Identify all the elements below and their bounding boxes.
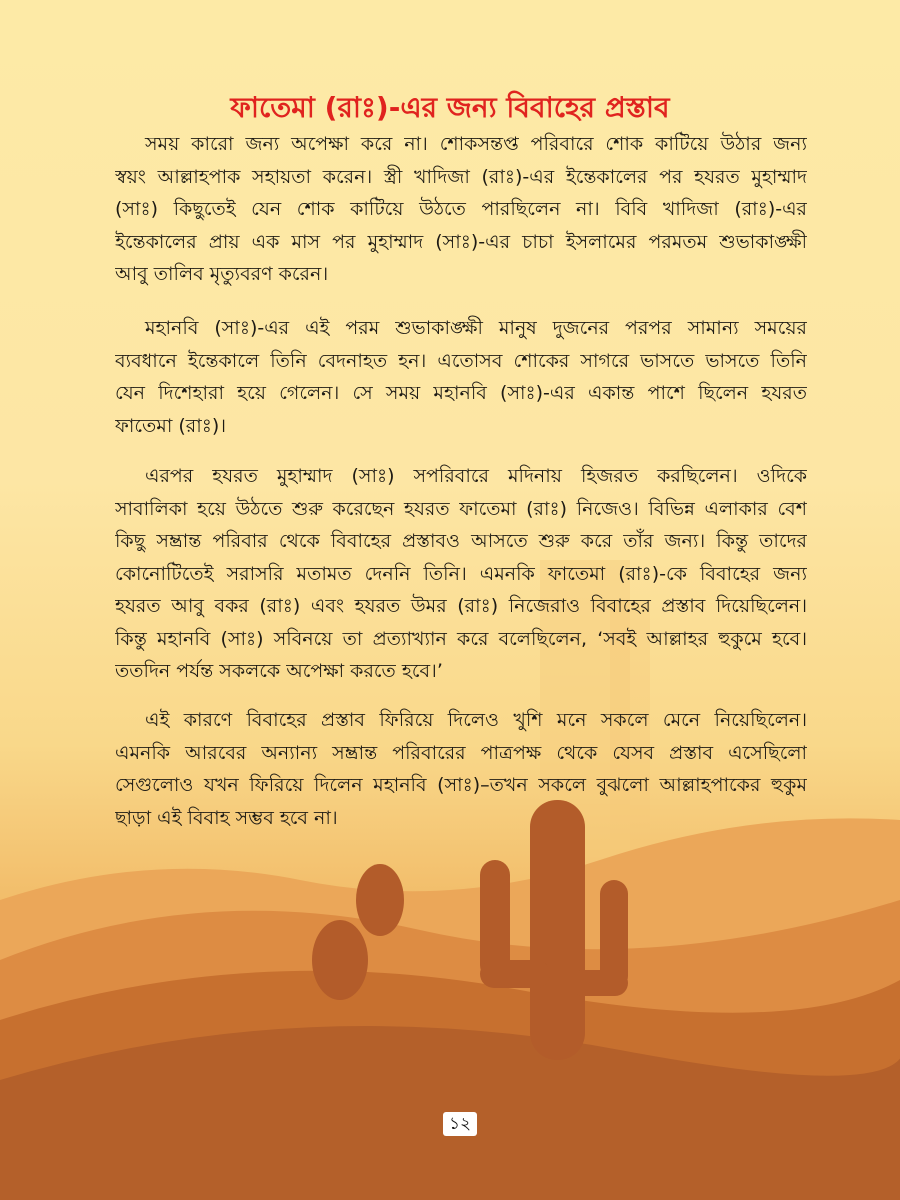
paragraph-2 [115,312,807,442]
page-title: ফাতেমা (রাঃ)-এর জন্য বিবাহের প্রস্তাব [230,91,670,124]
text-line: সেগুলোও যখন ফিরিয়ে দিলেন মহানবি (সাঃ)–তখন সকলে বুঝলো আল্লাহপাকের হুকুম [115,774,807,796]
text-line: ইন্তেকালের প্রায় এক মাস পর মুহাম্মাদ (সাঃ)-এর চাচা ইসলামের পরমতম শুভাকাঙ্ক্ষী [115,230,807,253]
paragraph-3 [115,460,807,688]
text-line: মহানবি (সাঃ)-এর এই পরম শুভাকাঙ্ক্ষী মানুষ দুজনের পরপর সামান্য সময়ের [145,317,807,339]
text-line: যেন দিশেহারা হয়ে গেলেন। সে সময় মহানবি (সাঃ)-এর একান্ত পাশে ছিলেন হযরত [115,382,807,404]
text-line: (সাঃ) কিছুতেই যেন শোক কাটিয়ে উঠতে পারছিলেন না। বিবি খাদিজা (রাঃ)-এর [115,198,807,220]
text-line: ছাড়া এই বিবাহ সম্ভব হবে না। [115,806,338,829]
text-line: কিছু সম্ভ্রান্ত পরিবার থেকে বিবাহের প্রস্তাবও আসতে শুরু করে তাঁর জন্য। কিন্তু তাদের [115,530,807,552]
text-line: হযরত আবু বকর (রাঃ) এবং হযরত উমর (রাঃ) নিজেরাও বিবাহের প্রস্তাব দিয়েছিলেন। [115,595,807,617]
text-line: ব্যবধানে ইন্তেকালে তিনি বেদনাহত হন। এতোসব শোকের সাগরে ভাসতে ভাসতে তিনি [115,349,807,372]
text-line: এরপর হযরত মুহাম্মাদ (সাঃ) সপরিবারে মদিনায় হিজরত করছিলেন। ওদিকে [145,465,807,487]
text-line: এমনকি আরবের অন্যান্য সম্ভ্রান্ত পরিবারের পাত্রপক্ষ থেকে যেসব প্রস্তাব এসেছিলো [115,741,807,764]
text-line: এই কারণে বিবাহের প্রস্তাব ফিরিয়ে দিলেও খুশি মনে সকলে মেনে নিয়েছিলেন। [145,709,807,731]
paragraph-4 [115,704,807,834]
text-line: সময় কারো জন্য অপেক্ষা করে না। শোকসন্তপ্ত পরিবারে শোক কাটিয়ে উঠার জন্য [145,133,807,155]
page-number: ১২ [443,1112,477,1136]
text-line: ফাতেমা (রাঃ)। [115,414,227,437]
text-line: কিন্তু মহানবি (সাঃ) সবিনয়ে তা প্রত্যাখ্যান করে বলেছিলেন, ‘সবই আল্লাহর হুকুমে হবে। [115,627,807,650]
text-line: আবু তালিব মৃত্যুবরণ করেন। [115,263,329,285]
paragraph-1 [115,128,807,291]
text-line: ততদিন পর্যন্ত সকলকে অপেক্ষা করতে হবে।’ [115,660,443,682]
text-line: সাবালিকা হয়ে উঠতে শুরু করেছেন হযরত ফাতেমা (রাঃ) নিজেও। বিভিন্ন এলাকার বেশ [115,497,807,520]
text-line: কোনোটিতেই সরাসরি মতামত দেননি তিনি। এমনকি ফাতেমা (রাঃ)-কে বিবাহের জন্য [115,562,807,585]
text-line: স্বয়ং আল্লাহপাক সহায়তা করেন। স্ত্রী খাদিজা (রাঃ)-এর ইন্তেকালের পর হযরত মুহাম্মাদ [115,165,807,188]
